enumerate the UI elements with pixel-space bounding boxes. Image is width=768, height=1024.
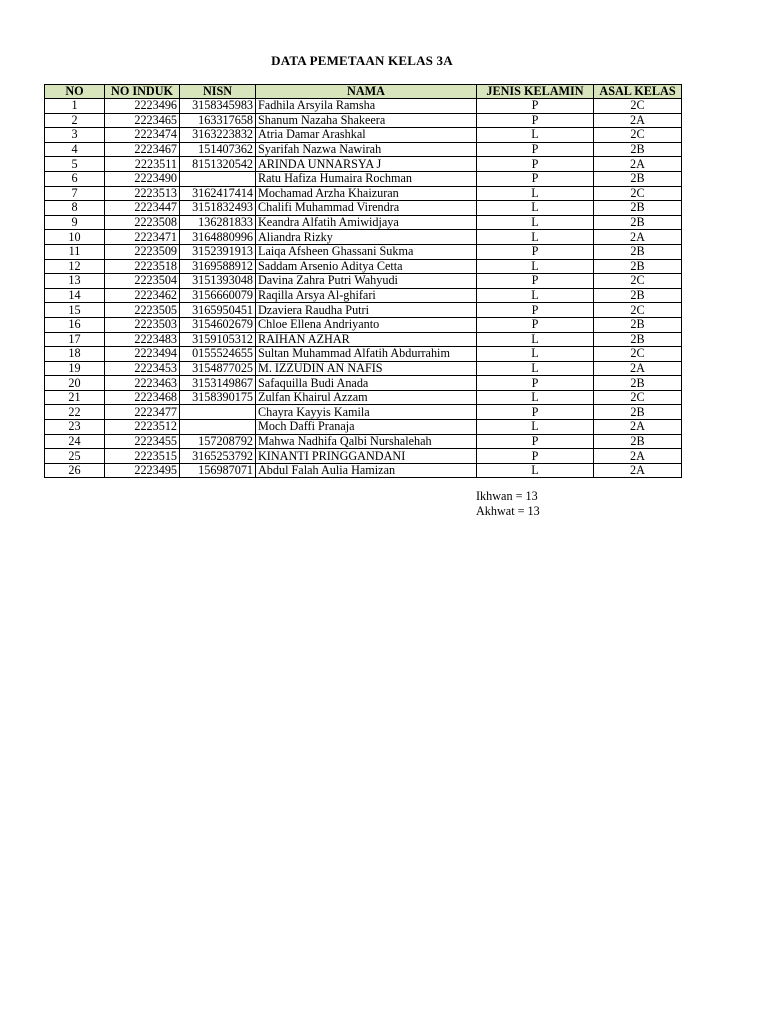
cell-nama: KINANTI PRINGGANDANI	[256, 449, 477, 464]
cell-nama: Laiqa Afsheen Ghassani Sukma	[256, 244, 477, 259]
cell-no-induk: 2223483	[105, 332, 180, 347]
table-row	[45, 128, 682, 143]
cell-nama: Abdul Falah Aulia Hamizan	[256, 463, 477, 478]
summary-ikhwan: Ikhwan = 13	[476, 489, 538, 503]
table-row	[45, 201, 682, 216]
cell-asal-kelas: 2B	[594, 171, 682, 186]
cell-nama: Safaquilla Budi Anada	[256, 376, 477, 391]
cell-nama: Moch Daffi Pranaja	[256, 420, 477, 435]
cell-nama: Syarifah Nazwa Nawirah	[256, 142, 477, 157]
cell-asal-kelas: 2B	[594, 201, 682, 216]
cell-jenis-kelamin: P	[477, 157, 594, 172]
cell-no-induk: 2223496	[105, 99, 180, 114]
cell-no-induk: 2223504	[105, 274, 180, 289]
cell-nama: RAIHAN AZHAR	[256, 332, 477, 347]
cell-nama: Chalifi Muhammad Virendra	[256, 201, 477, 216]
cell-nama: Chayra Kayyis Kamila	[256, 405, 477, 420]
cell-nama: Davina Zahra Putri Wahyudi	[256, 274, 477, 289]
cell-no: 12	[45, 259, 105, 274]
cell-nama: Ratu Hafiza Humaira Rochman	[256, 171, 477, 186]
cell-asal-kelas: 2C	[594, 186, 682, 201]
table-body	[45, 99, 682, 478]
cell-nama: ARINDA UNNARSYA J	[256, 157, 477, 172]
cell-nama: Shanum Nazaha Shakeera	[256, 113, 477, 128]
cell-no: 5	[45, 157, 105, 172]
cell-no: 11	[45, 244, 105, 259]
cell-no-induk: 2223513	[105, 186, 180, 201]
cell-jenis-kelamin: P	[477, 171, 594, 186]
table-row	[45, 142, 682, 157]
cell-jenis-kelamin: L	[477, 420, 594, 435]
cell-no: 14	[45, 288, 105, 303]
cell-no: 20	[45, 376, 105, 391]
table-row	[45, 390, 682, 405]
cell-asal-kelas: 2B	[594, 244, 682, 259]
cell-asal-kelas: 2B	[594, 288, 682, 303]
cell-jenis-kelamin: P	[477, 449, 594, 464]
column-header-asal-kelas: ASAL KELAS	[594, 85, 682, 99]
cell-asal-kelas: 2A	[594, 113, 682, 128]
cell-no-induk: 2223477	[105, 405, 180, 420]
cell-jenis-kelamin: L	[477, 201, 594, 216]
cell-jenis-kelamin: P	[477, 317, 594, 332]
table-row	[45, 317, 682, 332]
cell-no-induk: 2223509	[105, 244, 180, 259]
cell-no: 4	[45, 142, 105, 157]
cell-nisn	[180, 405, 256, 420]
table-row	[45, 420, 682, 435]
cell-jenis-kelamin: L	[477, 361, 594, 376]
cell-no-induk: 2223511	[105, 157, 180, 172]
cell-nisn: 3158345983	[180, 99, 256, 114]
table-row	[45, 332, 682, 347]
table-row	[45, 215, 682, 230]
cell-no-induk: 2223508	[105, 215, 180, 230]
cell-nisn: 3153149867	[180, 376, 256, 391]
cell-no: 26	[45, 463, 105, 478]
cell-asal-kelas: 2A	[594, 157, 682, 172]
cell-nisn: 3162417414	[180, 186, 256, 201]
cell-jenis-kelamin: P	[477, 434, 594, 449]
cell-nisn: 3164880996	[180, 230, 256, 245]
cell-nisn: 3165253792	[180, 449, 256, 464]
cell-jenis-kelamin: P	[477, 376, 594, 391]
cell-no-induk: 2223465	[105, 113, 180, 128]
cell-nisn: 3163223832	[180, 128, 256, 143]
cell-no: 19	[45, 361, 105, 376]
cell-no-induk: 2223455	[105, 434, 180, 449]
cell-jenis-kelamin: L	[477, 230, 594, 245]
cell-asal-kelas: 2C	[594, 347, 682, 362]
cell-asal-kelas: 2B	[594, 376, 682, 391]
cell-no-induk: 2223447	[105, 201, 180, 216]
cell-no-induk: 2223462	[105, 288, 180, 303]
cell-no: 18	[45, 347, 105, 362]
cell-nisn: 163317658	[180, 113, 256, 128]
cell-asal-kelas: 2B	[594, 142, 682, 157]
cell-no-induk: 2223474	[105, 128, 180, 143]
cell-jenis-kelamin: L	[477, 186, 594, 201]
cell-asal-kelas: 2B	[594, 405, 682, 420]
cell-jenis-kelamin: P	[477, 113, 594, 128]
table-row	[45, 449, 682, 464]
cell-nisn: 3151832493	[180, 201, 256, 216]
cell-asal-kelas: 2C	[594, 128, 682, 143]
cell-no: 21	[45, 390, 105, 405]
cell-no: 25	[45, 449, 105, 464]
cell-nama: Chloe Ellena Andriyanto	[256, 317, 477, 332]
cell-nama: Sultan Muhammad Alfatih Abdurrahim	[256, 347, 477, 362]
cell-nisn: 3159105312	[180, 332, 256, 347]
cell-jenis-kelamin: L	[477, 332, 594, 347]
table-row	[45, 376, 682, 391]
cell-jenis-kelamin: L	[477, 128, 594, 143]
cell-nisn: 3156660079	[180, 288, 256, 303]
table-row	[45, 274, 682, 289]
cell-asal-kelas: 2B	[594, 215, 682, 230]
cell-no: 22	[45, 405, 105, 420]
table-row	[45, 303, 682, 318]
table-row	[45, 405, 682, 420]
cell-asal-kelas: 2B	[594, 332, 682, 347]
cell-nisn: 3169588912	[180, 259, 256, 274]
cell-no-induk: 2223467	[105, 142, 180, 157]
table-row	[45, 259, 682, 274]
table-row	[45, 244, 682, 259]
cell-no-induk: 2223518	[105, 259, 180, 274]
student-table	[44, 84, 682, 478]
cell-nisn: 3151393048	[180, 274, 256, 289]
cell-no-induk: 2223505	[105, 303, 180, 318]
cell-jenis-kelamin: P	[477, 142, 594, 157]
cell-no: 6	[45, 171, 105, 186]
table-row	[45, 434, 682, 449]
cell-jenis-kelamin: P	[477, 99, 594, 114]
table-row	[45, 99, 682, 114]
cell-no: 15	[45, 303, 105, 318]
column-header-no: NO	[45, 85, 105, 99]
cell-asal-kelas: 2C	[594, 274, 682, 289]
cell-nisn: 136281833	[180, 215, 256, 230]
cell-asal-kelas: 2A	[594, 230, 682, 245]
cell-nisn	[180, 420, 256, 435]
cell-nisn: 0155524655	[180, 347, 256, 362]
cell-no-induk: 2223512	[105, 420, 180, 435]
cell-jenis-kelamin: P	[477, 405, 594, 420]
cell-nisn: 156987071	[180, 463, 256, 478]
table-row	[45, 171, 682, 186]
document-title: DATA PEMETAAN KELAS 3A	[271, 53, 453, 68]
cell-asal-kelas: 2A	[594, 420, 682, 435]
cell-no: 1	[45, 99, 105, 114]
table-row	[45, 113, 682, 128]
table-row	[45, 347, 682, 362]
cell-jenis-kelamin: P	[477, 303, 594, 318]
column-header-jenis-kelamin: JENIS KELAMIN	[477, 85, 594, 99]
cell-jenis-kelamin: L	[477, 288, 594, 303]
cell-no: 2	[45, 113, 105, 128]
cell-jenis-kelamin: P	[477, 244, 594, 259]
cell-no: 24	[45, 434, 105, 449]
cell-nisn: 3158390175	[180, 390, 256, 405]
column-header-nisn: NISN	[180, 85, 256, 99]
cell-nama: M. IZZUDIN AN NAFIS	[256, 361, 477, 376]
cell-asal-kelas: 2C	[594, 99, 682, 114]
summary-akhwat: Akhwat = 13	[476, 504, 540, 518]
cell-asal-kelas: 2A	[594, 361, 682, 376]
cell-nama: Fadhila Arsyila Ramsha	[256, 99, 477, 114]
cell-no-induk: 2223463	[105, 376, 180, 391]
table-row	[45, 288, 682, 303]
table-row	[45, 186, 682, 201]
column-header-no-induk: NO INDUK	[105, 85, 180, 99]
cell-no-induk: 2223468	[105, 390, 180, 405]
column-header-nama: NAMA	[256, 85, 477, 99]
cell-nisn: 151407362	[180, 142, 256, 157]
table-row	[45, 361, 682, 376]
cell-nama: Raqilla Arsya Al-ghifari	[256, 288, 477, 303]
cell-nama: Saddam Arsenio Aditya Cetta	[256, 259, 477, 274]
cell-nisn: 3152391913	[180, 244, 256, 259]
cell-nisn	[180, 171, 256, 186]
cell-no-induk: 2223515	[105, 449, 180, 464]
table-row	[45, 463, 682, 478]
cell-no-induk: 2223471	[105, 230, 180, 245]
cell-nisn: 8151320542	[180, 157, 256, 172]
gender-summary	[476, 489, 540, 519]
cell-no: 16	[45, 317, 105, 332]
table-header-row	[45, 85, 682, 99]
cell-no-induk: 2223453	[105, 361, 180, 376]
table-row	[45, 157, 682, 172]
cell-nama: Dzaviera Raudha Putri	[256, 303, 477, 318]
cell-asal-kelas: 2B	[594, 317, 682, 332]
cell-jenis-kelamin: P	[477, 274, 594, 289]
cell-nisn: 3154602679	[180, 317, 256, 332]
cell-no: 9	[45, 215, 105, 230]
cell-nisn: 3154877025	[180, 361, 256, 376]
cell-asal-kelas: 2B	[594, 259, 682, 274]
cell-jenis-kelamin: L	[477, 215, 594, 230]
cell-no-induk: 2223495	[105, 463, 180, 478]
cell-nama: Zulfan Khairul Azzam	[256, 390, 477, 405]
cell-nama: Mochamad Arzha Khaizuran	[256, 186, 477, 201]
cell-no-induk: 2223503	[105, 317, 180, 332]
cell-no: 17	[45, 332, 105, 347]
cell-no: 7	[45, 186, 105, 201]
cell-nama: Atria Damar Arashkal	[256, 128, 477, 143]
cell-nama: Mahwa Nadhifa Qalbi Nurshalehah	[256, 434, 477, 449]
cell-nisn: 3165950451	[180, 303, 256, 318]
cell-no: 10	[45, 230, 105, 245]
cell-no: 3	[45, 128, 105, 143]
cell-no: 13	[45, 274, 105, 289]
cell-no-induk: 2223490	[105, 171, 180, 186]
cell-asal-kelas: 2A	[594, 449, 682, 464]
cell-asal-kelas: 2C	[594, 303, 682, 318]
cell-no-induk: 2223494	[105, 347, 180, 362]
cell-jenis-kelamin: L	[477, 259, 594, 274]
cell-nama: Keandra Alfatih Amiwidjaya	[256, 215, 477, 230]
cell-jenis-kelamin: L	[477, 390, 594, 405]
cell-nisn: 157208792	[180, 434, 256, 449]
cell-no: 23	[45, 420, 105, 435]
cell-no: 8	[45, 201, 105, 216]
cell-asal-kelas: 2A	[594, 463, 682, 478]
cell-asal-kelas: 2C	[594, 390, 682, 405]
cell-asal-kelas: 2B	[594, 434, 682, 449]
cell-nama: Aliandra Rizky	[256, 230, 477, 245]
cell-jenis-kelamin: L	[477, 463, 594, 478]
table-row	[45, 230, 682, 245]
cell-jenis-kelamin: L	[477, 347, 594, 362]
